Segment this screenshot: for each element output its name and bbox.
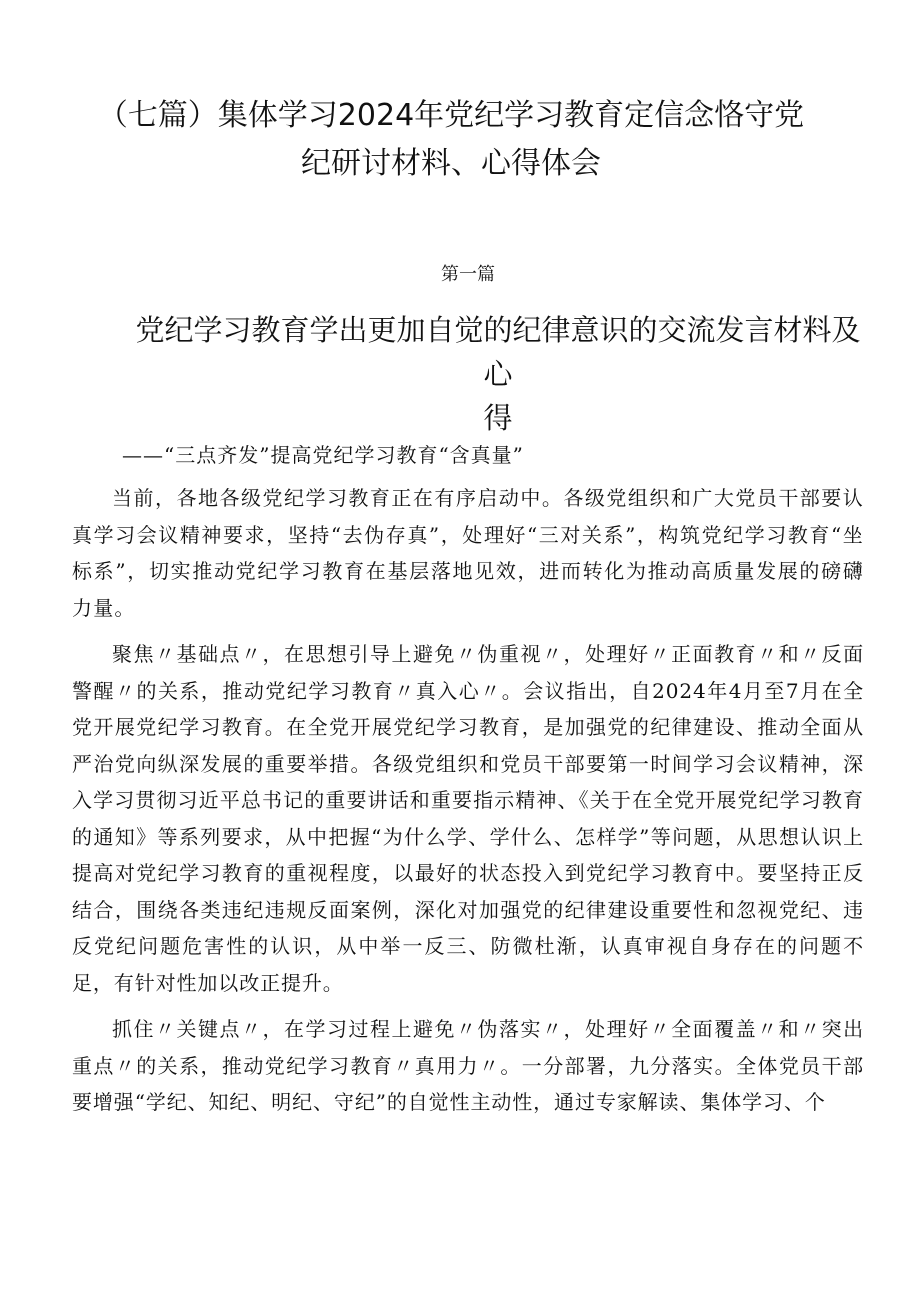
- section-subtitle: ——“三点齐发”提高党纪学习教育“含真量”: [122, 443, 524, 467]
- paragraph-1: 当前，各地各级党纪学习教育正在有序启动中。各级党组织和广大党员干部要认真学习会议精神要求，坚持“去伪存真”，处理好“三对关系”，构筑党纪学习教育“坐标系”，切实推动党纪学习教育在基层落地见效，进而转化为推动高质量发展的磅礴力量。: [72, 486, 864, 620]
- section-title-line-2: 得: [483, 401, 513, 435]
- section-label: 第一篇: [441, 264, 495, 285]
- paragraph-3: 抓住〃关键点〃，在学习过程上避免〃伪落实〃，处理好〃全面覆盖〃和〃突出重点〃的关系，推动党纪学习教育〃真用力〃。一分部署，九分落实。全体党员干部要增强“学纪、知纪、明纪、守纪”的自觉性主动性，通过专家解读、集体学习、个: [72, 1017, 864, 1114]
- document-title-line-2: 纪研讨材料、心得体会: [301, 146, 601, 181]
- document-title: [72, 92, 864, 188]
- section-title-line-1: 党纪学习教育学出更加自觉的纪律意识的交流发言材料及心: [135, 313, 861, 391]
- section-title: [72, 308, 864, 440]
- document-title-line-1: （七篇）集体学习2024年党纪学习教育定信念恪守党: [97, 98, 805, 133]
- paragraph-2: 聚焦〃基础点〃，在思想引导上避免〃伪重视〃，处理好〃正面教育〃和〃反面警醒〃的关系，推动党纪学习教育〃真入心〃。会议指出，自2024年4月至7月在全党开展党纪学习教育。在全党开展党纪学习教育，是加强党的纪律建设、推动全面从严治党向纵深发展的重要举措。各级党组织和党员干部要第一时间学习会议精神，深入学习贯彻习近平总书记的重要讲话和重要指示精神、《关于在全党开展党纪学习教育的通知》等系列要求，从中把握“为什么学、学什么、怎样学”等问题，从思想认识上提高对党纪学习教育的重视程度，以最好的状态投入到党纪学习教育中。要坚持正反结合，围绕各类违纪违规反面案例，深化对加强党的纪律建设重要性和忽视党纪、违反党纪问题危害性的认识，从中举一反三、防微杜渐，认真审视自身存在的问题不足，有针对性加以改正提升。: [72, 642, 864, 995]
